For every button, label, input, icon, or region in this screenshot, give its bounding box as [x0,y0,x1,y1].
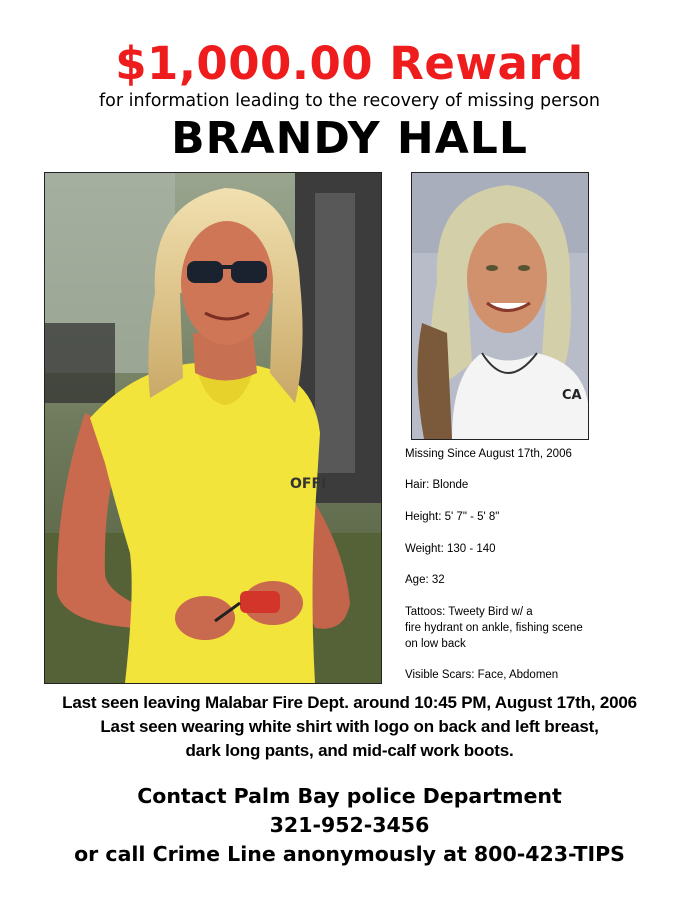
scars-detail: Visible Scars: Face, Abdomen [405,669,559,681]
contact-phone: 321-952-3456 [269,813,430,837]
age-detail: Age: 32 [405,574,445,586]
side-photo-shirt-text: CA [562,388,582,403]
missing-person-name: BRANDY HALL [171,113,528,164]
last-seen-location: Last seen leaving Malabar Fire Dept. around 10:45 PM, August 17th, 2006 [62,693,637,712]
main-photo-shirt-text: OFFI [290,476,327,492]
side-photo [411,172,589,440]
last-seen-clothing-line2: dark long pants, and mid-calf work boots. [185,741,514,760]
contact-department: Contact Palm Bay police Department [137,784,562,808]
main-photo [44,172,382,684]
tattoos-detail-line2: fire hydrant on ankle, fishing scene [405,622,583,634]
height-detail: Height: 5' 7" - 5' 8" [405,511,500,523]
reward-heading: $1,000.00 Reward [115,37,584,90]
crime-line-info: or call Crime Line anonymously at 800-423-TIPS [74,842,625,866]
hair-detail: Hair: Blonde [405,479,469,491]
last-seen-clothing-line1: Last seen wearing white shirt with logo on back and left breast, [100,717,599,736]
tattoos-detail-line3: on low back [405,638,466,650]
main-photo-illustration [45,173,381,683]
missing-since: Missing Since August 17th, 2006 [405,448,572,460]
tattoos-detail-line1: Tattoos: Tweety Bird w/ a [405,606,533,618]
reward-subtitle: for information leading to the recovery of missing person [98,91,600,111]
side-photo-illustration [412,173,588,439]
weight-detail: Weight: 130 - 140 [405,543,496,555]
